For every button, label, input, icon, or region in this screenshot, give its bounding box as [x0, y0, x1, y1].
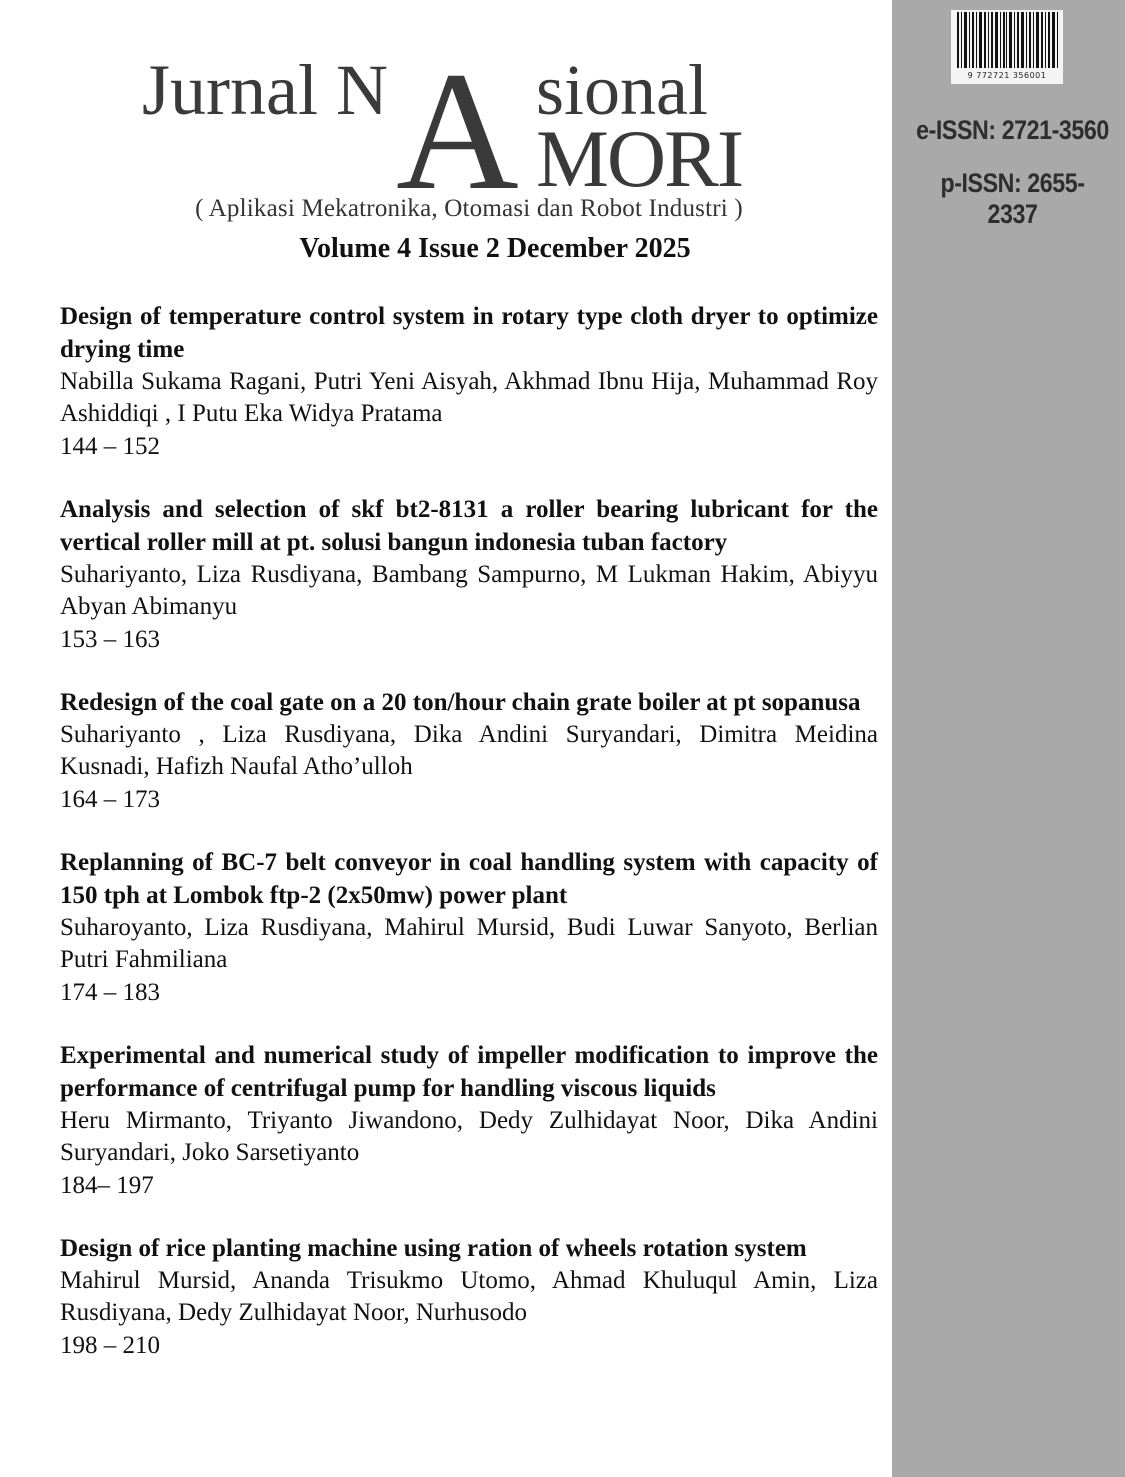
toc-entry	[60, 846, 878, 1009]
article-pages: 174 – 183	[60, 979, 160, 1006]
article-title[interactable]: Analysis and selection of skf bt2-8131 a roller bearing lubricant for the vertical roller mill at pt. solusi bangun indonesia tuban factory	[60, 496, 878, 556]
barcode-number: 9 772721 356001	[967, 71, 1047, 80]
volume-issue-heading: Volume 4 Issue 2 December 2025	[299, 233, 691, 264]
article-title[interactable]: Experimental and numerical study of impeller modification to improve the performance of centrifugal pump for handling viscous liquids	[60, 1042, 878, 1102]
article-title[interactable]: Design of temperature control system in rotary type cloth dryer to optimize drying time	[60, 303, 878, 363]
article-title[interactable]: Redesign of the coal gate on a 20 ton/hour chain grate boiler at pt sopanusa	[60, 689, 861, 716]
article-authors: Suhariyanto , Liza Rusdiyana, Dika Andini Suryandari, Dimitra Meidina Kusnadi, Hafizh Naufal Atho’ulloh	[60, 721, 878, 780]
logo-big-a: A	[396, 48, 519, 225]
article-pages: 144 – 152	[60, 433, 160, 460]
toc-entry	[60, 1232, 878, 1362]
article-authors: Nabilla Sukama Ragani, Putri Yeni Aisyah, Akhmad Ibnu Hija, Muhammad Roy Ashiddiqi , I Putu Eka Widya Pratama	[60, 368, 878, 427]
article-title[interactable]: Design of rice planting machine using ration of wheels rotation system	[60, 1235, 807, 1262]
toc-entry	[60, 493, 878, 656]
article-pages: 153 – 163	[60, 626, 160, 653]
toc-entry	[60, 1039, 878, 1202]
article-authors: Heru Mirmanto, Triyanto Jiwandono, Dedy Zulhidayat Noor, Dika Andini Suryandari, Joko Sarsetiyanto	[60, 1107, 878, 1166]
barcode-bars	[951, 10, 1063, 70]
e-issn: e-ISSN: 2721-3560	[916, 115, 1109, 145]
article-title[interactable]: Replanning of BC-7 belt conveyor in coal handling system with capacity of 150 tph at Lombok ftp-2 (2x50mw) power plant	[60, 849, 878, 909]
article-authors: Mahirul Mursid, Ananda Trisukmo Utomo, Ahmad Khuluqul Amin, Liza Rusdiyana, Dedy Zulhidayat Noor, Nurhusodo	[60, 1267, 878, 1326]
barcode	[951, 10, 1063, 84]
table-of-contents	[60, 300, 878, 1392]
p-issn: p-ISSN: 2655-2337	[940, 168, 1085, 229]
article-authors: Suharoyanto, Liza Rusdiyana, Mahirul Mursid, Budi Luwar Sanyoto, Berlian Putri Fahmiliana	[60, 914, 878, 973]
logo-text-jurnal-n: Jurnal N	[142, 50, 388, 130]
article-pages: 164 – 173	[60, 786, 160, 813]
logo-text-mori: MORI	[536, 113, 743, 204]
toc-entry	[60, 300, 878, 463]
logo-text-sional: sional	[536, 50, 708, 130]
article-authors: Suhariyanto, Liza Rusdiyana, Bambang Sampurno, M Lukman Hakim, Abiyyu Abyan Abimanyu	[60, 561, 878, 620]
article-pages: 184– 197	[60, 1172, 154, 1199]
article-pages: 198 – 210	[60, 1332, 160, 1359]
journal-subtitle: ( Aplikasi Mekatronika, Otomasi dan Robot Industri )	[195, 195, 743, 222]
toc-entry	[60, 686, 878, 816]
